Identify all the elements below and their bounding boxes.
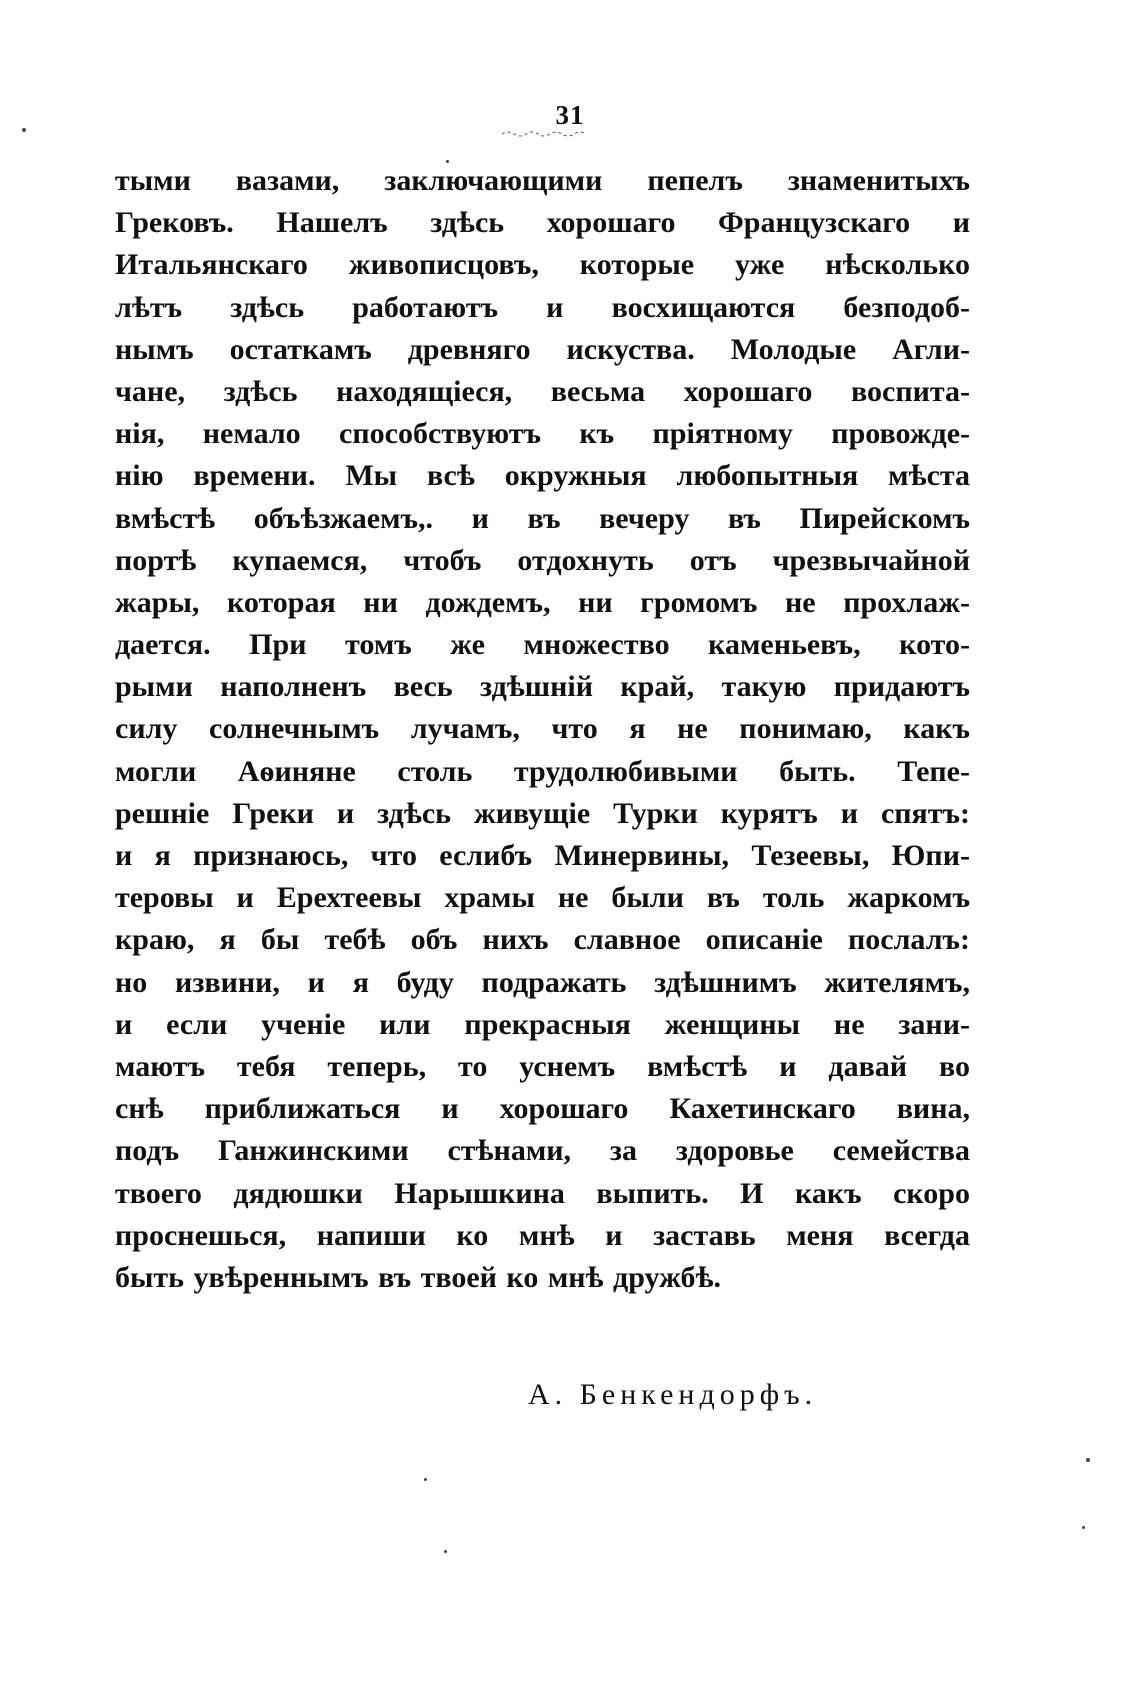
scan-speck [1082,1526,1085,1529]
text-line: дается. При томъ же множество каменьевъ, кото- [115,628,970,662]
scan-speck [424,1478,427,1481]
letter-body [115,160,970,1299]
text-line: могли Аѳиняне столь трудолюбивыми быть. Тепе- [115,754,970,788]
text-line: проснешься, напиши ко мнѣ и заставь меня всегда [115,1218,970,1252]
text-line: нія, немало способствуютъ къ пріятному провожде- [115,417,970,451]
text-line: лѣтъ здѣсь работаютъ и восхищаются безподоб- [115,290,970,324]
text-line: теровы и Ерехтеевы храмы не были въ толь жаркомъ [115,881,970,915]
page-number-ornament [500,128,590,138]
text-line: но извини, и я буду подражать здѣшнимъ жителямъ, [115,965,970,999]
scan-speck [444,1550,447,1553]
page-number: 31 [555,100,585,130]
text-line: и если ученіе или прекрасныя женщины не зани- [115,1007,970,1041]
text-line: нію времени. Мы всѣ окружныя любопытныя мѣста [115,459,970,493]
text-line: подъ Ганжинскими стѣнами, за здоровье семейства [115,1134,970,1168]
text-line: нымъ остаткамъ древняго искуства. Молодые Агли- [115,332,970,366]
text-line: вмѣстѣ объѣзжаемъ,. и въ вечеру въ Пирейскомъ [115,501,970,535]
scan-speck [446,160,449,163]
text-line: рыми наполненъ весь здѣшній край, такую придаютъ [115,670,970,704]
text-line: портѣ купаемся, чтобъ отдохнуть отъ чрезвычайной [115,543,970,577]
text-line: чане, здѣсь находящіеся, весьма хорошаго воспита- [115,374,970,408]
text-line: маютъ тебя теперь, то уснемъ вмѣстѣ и давай во [115,1049,970,1083]
text-line: твоего дядюшки Нарышкина выпить. И какъ скоро [115,1176,970,1210]
text-line: силу солнечнымъ лучамъ, что я не понимаю, какъ [115,712,970,746]
text-line: снѣ приближаться и хорошаго Кахетинскаго вина, [115,1092,970,1126]
signature: А. Бенкендорфъ. [528,1378,818,1411]
text-line: Итальянскаго живописцовъ, которые уже нѣсколько [115,248,970,282]
scan-speck [1086,1458,1090,1462]
text-line: краю, я бы тебѣ объ нихъ славное описаніе послалъ: [115,923,970,957]
text-line: тыми вазами, заключающими пепелъ знаменитыхъ [115,164,970,197]
text-line: и я признаюсь, что еслибъ Минервины, Тезеевы, Юпи- [115,839,970,872]
text-line: жары, которая ни дождемъ, ни громомъ не прохлаж- [115,585,970,619]
text-line: Грековъ. Нашелъ здѣсь хорошаго Французскаго и [115,206,970,240]
text-line: решніе Греки и здѣсь живущіе Турки курятъ и спятъ: [115,796,970,830]
text-line-last: быть увѣреннымъ въ твоей ко мнѣ дружбѣ. [115,1260,721,1294]
scan-speck [22,128,26,132]
